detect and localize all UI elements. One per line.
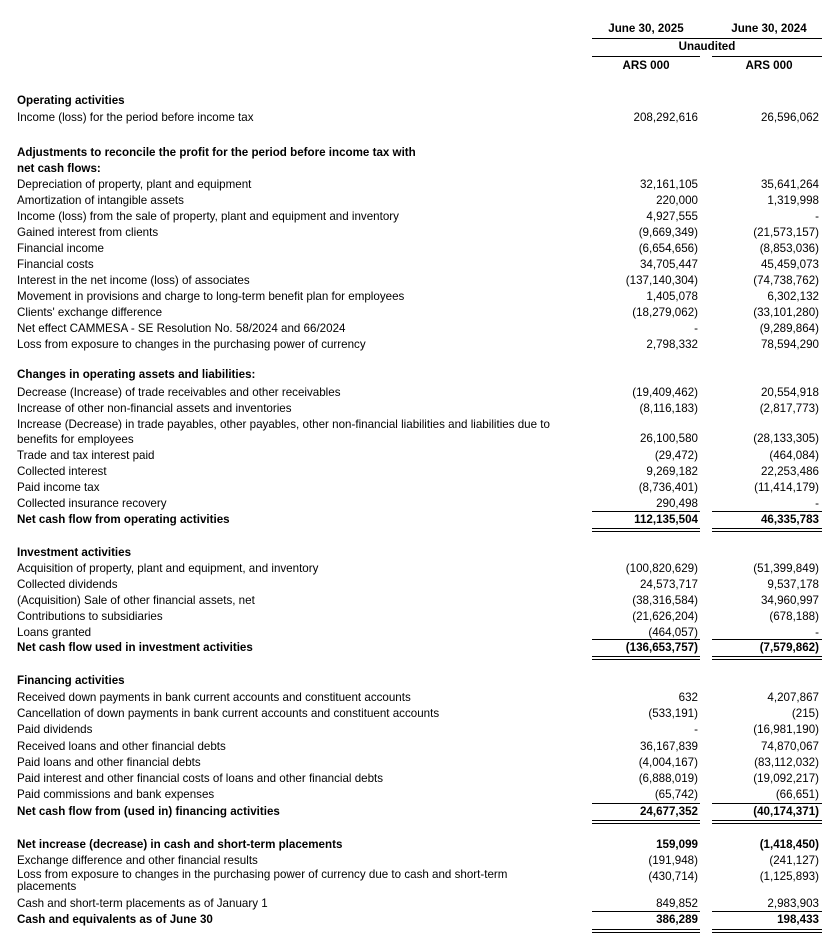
row-value-2025: 24,573,717 [639, 578, 698, 591]
row-value-2025: (136,653,757) [625, 641, 698, 654]
statement-row [0, 257, 837, 273]
row-value-2025: (6,888,019) [638, 772, 698, 785]
row-label: Adjustments to reconcile the profit for the period before income tax with [17, 146, 416, 159]
row-value-2025: 1,405,078 [646, 290, 698, 303]
total-rule [592, 803, 700, 804]
statement-row [0, 145, 837, 161]
row-label: Cash and short-term placements as of January 1 [17, 897, 268, 910]
row-value-2024: (11,414,179) [754, 481, 819, 494]
total-rule [712, 911, 822, 912]
statement-row [0, 739, 837, 755]
row-value-2025: - [694, 322, 698, 335]
row-label: Financing activities [17, 674, 125, 687]
row-label: Net cash flow used in investment activities [17, 641, 253, 654]
row-value-2024: 74,870,067 [760, 740, 819, 753]
row-label: Income (loss) for the period before income tax [17, 111, 254, 124]
row-label: Exchange difference and other financial results [17, 854, 258, 867]
col1-unit-header: ARS 000 [622, 59, 670, 72]
row-value-2024: 198,433 [777, 913, 819, 926]
row-label: Interest in the net income (loss) of associates [17, 274, 250, 287]
statement-row [0, 640, 837, 656]
statement-row [0, 401, 837, 417]
row-value-2025: 34,705,447 [639, 258, 698, 271]
row-label: Paid dividends [17, 723, 93, 736]
statement-row [0, 161, 837, 177]
statement-row [0, 577, 837, 593]
row-value-2024: 2,983,903 [767, 897, 819, 910]
total-rule [592, 911, 700, 912]
row-label: Collected interest [17, 465, 107, 478]
row-value-2025: (6,654,656) [638, 242, 698, 255]
statement-row [0, 241, 837, 257]
row-label: Cash and equivalents as of June 30 [17, 913, 213, 926]
statement-row [0, 480, 837, 496]
row-label: Trade and tax interest paid [17, 449, 155, 462]
total-rule [592, 511, 700, 512]
row-label: Net effect CAMMESA - SE Resolution No. 58/2024 and 66/2024 [17, 322, 346, 335]
row-label: Paid interest and other financial costs of loans and other financial debts [17, 772, 384, 785]
row-value-2024: - [815, 626, 819, 639]
statement-row [0, 321, 837, 337]
row-value-2025: (29,472) [654, 449, 698, 462]
row-value-2024: (678,188) [769, 610, 819, 623]
row-value-2025: (137,140,304) [625, 274, 698, 287]
statement-row [0, 177, 837, 193]
row-label: Paid commissions and bank expenses [17, 788, 215, 801]
row-value-2024: 26,596,062 [760, 111, 819, 124]
row-value-2024: (40,174,371) [753, 805, 819, 818]
row-label: Changes in operating assets and liabilities: [17, 368, 256, 381]
row-value-2024: (66,651) [775, 788, 819, 801]
statement-row [0, 869, 837, 899]
row-value-2024: (464,084) [769, 449, 819, 462]
row-label: net cash flows: [17, 162, 101, 175]
statement-row [0, 273, 837, 289]
row-value-2024: (33,101,280) [753, 306, 819, 319]
statement-row [0, 609, 837, 625]
row-value-2024: 46,335,783 [760, 513, 819, 526]
row-value-2025: 24,677,352 [639, 805, 698, 818]
row-value-2025: (533,191) [648, 707, 698, 720]
row-value-2024: (16,981,190) [753, 723, 819, 736]
statement-row [0, 673, 837, 689]
statement-row [0, 496, 837, 512]
row-value-2024: 1,319,998 [767, 194, 819, 207]
statement-row [0, 593, 837, 609]
row-label: Paid income tax [17, 481, 100, 494]
statement-row [0, 771, 837, 787]
total-rule [712, 656, 822, 660]
total-rule [592, 528, 700, 532]
row-value-2024: 4,207,867 [767, 691, 819, 704]
row-label: (Acquisition) Sale of other financial assets, net [17, 594, 255, 607]
row-value-2024: (2,817,773) [759, 402, 819, 415]
unaudited-rule-right [712, 56, 822, 57]
statement-row [0, 464, 837, 480]
row-value-2024: - [815, 497, 819, 510]
row-value-2025: (100,820,629) [625, 562, 698, 575]
col2-unit-header: ARS 000 [745, 59, 793, 72]
row-label: Decrease (Increase) of trade receivables and other receivables [17, 386, 341, 399]
row-label: Received down payments in bank current accounts and constituent accounts [17, 691, 411, 704]
row-value-2025: (8,116,183) [639, 402, 698, 415]
header-rule [592, 38, 822, 39]
row-value-2025: (191,948) [648, 854, 698, 867]
row-value-2025: (38,316,584) [632, 594, 698, 607]
row-value-2024: 35,641,264 [760, 178, 819, 191]
row-value-2024: 34,960,997 [760, 594, 819, 607]
row-label: Gained interest from clients [17, 226, 159, 239]
statement-row [0, 896, 837, 912]
row-value-2024: (1,125,893) [759, 870, 819, 883]
total-rule [592, 639, 700, 640]
row-value-2024: (1,418,450) [759, 838, 819, 851]
total-rule [712, 820, 822, 824]
row-value-2025: 36,167,839 [639, 740, 698, 753]
statement-row [0, 706, 837, 722]
row-label: Loans granted [17, 626, 92, 639]
row-label: Operating activities [17, 94, 125, 107]
statement-row [0, 545, 837, 561]
row-value-2025: 4,927,555 [646, 210, 698, 223]
row-value-2025: (4,004,167) [638, 756, 698, 769]
row-value-2024: (7,579,862) [759, 641, 819, 654]
statement-row [0, 93, 837, 109]
statement-row [0, 193, 837, 209]
row-value-2025: 220,000 [656, 194, 698, 207]
row-value-2024: (21,573,157) [753, 226, 819, 239]
row-value-2024: 22,253,486 [760, 465, 819, 478]
row-value-2025: (18,279,062) [632, 306, 698, 319]
row-value-2025: 9,269,182 [646, 465, 698, 478]
row-value-2024: (19,092,217) [753, 772, 819, 785]
row-value-2025: (430,714) [648, 870, 698, 883]
statement-row [0, 561, 837, 577]
row-value-2024: 20,554,918 [760, 386, 819, 399]
statement-row [0, 755, 837, 771]
row-value-2024: (241,127) [769, 854, 819, 867]
statement-row [0, 385, 837, 401]
col1-date-header: June 30, 2025 [608, 22, 684, 35]
total-rule [712, 929, 822, 933]
col2-date-header: June 30, 2024 [731, 22, 807, 35]
row-value-2025: 632 [678, 691, 698, 704]
row-label: Loss from exposure to changes in the purchasing power of currency due to cash and short-term placements [17, 868, 508, 893]
row-value-2025: - [694, 723, 698, 736]
row-value-2025: 849,852 [656, 897, 698, 910]
statement-row [0, 853, 837, 869]
row-value-2024: (9,289,864) [759, 322, 819, 335]
total-rule [712, 528, 822, 532]
row-value-2024: (28,133,305) [753, 432, 819, 445]
row-label: Amortization of intangible assets [17, 194, 184, 207]
row-label: Collected insurance recovery [17, 497, 167, 510]
row-value-2024: (215) [791, 707, 819, 720]
statement-row [0, 512, 837, 528]
statement-row [0, 305, 837, 321]
row-value-2025: 159,099 [656, 838, 698, 851]
row-value-2024: (74,738,762) [753, 274, 819, 287]
statement-row [0, 289, 837, 305]
row-value-2025: (8,736,401) [638, 481, 698, 494]
unaudited-rule-left [592, 56, 700, 57]
statement-row [0, 225, 837, 241]
row-value-2024: 9,537,178 [767, 578, 819, 591]
row-label: Clients' exchange difference [17, 306, 163, 319]
row-label: Acquisition of property, plant and equipment, and inventory [17, 562, 319, 575]
row-label: Contributions to subsidiaries [17, 610, 163, 623]
row-value-2024: (8,853,036) [759, 242, 819, 255]
statement-row [0, 690, 837, 706]
total-rule [712, 803, 822, 804]
statement-row [0, 209, 837, 225]
statement-row [0, 448, 837, 464]
row-label: Movement in provisions and charge to long-term benefit plan for employees [17, 290, 405, 303]
row-label: Net cash flow from operating activities [17, 513, 230, 526]
row-value-2025: 112,135,504 [634, 513, 698, 526]
row-value-2025: 290,498 [656, 497, 698, 510]
row-value-2024: 78,594,290 [760, 338, 819, 351]
row-value-2024: 45,459,073 [760, 258, 819, 271]
row-label: Cancellation of down payments in bank current accounts and constituent accounts [17, 707, 440, 720]
row-label: Collected dividends [17, 578, 118, 591]
row-value-2024: - [815, 210, 819, 223]
row-label: Loss from exposure to changes in the purchasing power of currency [17, 338, 366, 351]
statement-row [0, 804, 837, 820]
row-label: Income (loss) from the sale of property, plant and equipment and inventory [17, 210, 399, 223]
row-value-2025: (9,669,349) [638, 226, 698, 239]
row-label: Received loans and other financial debts [17, 740, 226, 753]
total-rule [592, 929, 700, 933]
row-value-2024: (51,399,849) [753, 562, 819, 575]
row-value-2025: 386,289 [656, 913, 698, 926]
statement-row [0, 110, 837, 126]
row-label: Depreciation of property, plant and equipment [17, 178, 252, 191]
unaudited-label: Unaudited [678, 40, 736, 53]
statement-row [0, 912, 837, 928]
row-label: Increase (Decrease) in trade payables, other payables, other non-financial liabilities and liabilities due to benefits for employees [17, 418, 550, 446]
statement-row [0, 787, 837, 803]
row-label: Increase of other non-financial assets and inventories [17, 402, 292, 415]
row-label: Investment activities [17, 546, 132, 559]
row-label: Paid loans and other financial debts [17, 756, 201, 769]
statement-row [0, 337, 837, 353]
statement-row [0, 417, 837, 447]
row-label: Financial costs [17, 258, 94, 271]
total-rule [712, 639, 822, 640]
statement-row [0, 722, 837, 738]
row-value-2025: 208,292,616 [633, 111, 698, 124]
row-value-2025: (21,626,204) [632, 610, 698, 623]
row-value-2025: 2,798,332 [646, 338, 698, 351]
row-value-2025: 26,100,580 [639, 432, 698, 445]
statement-row [0, 837, 837, 853]
row-value-2024: 6,302,132 [767, 290, 819, 303]
total-rule [592, 820, 700, 824]
row-value-2025: (464,057) [648, 626, 698, 639]
row-label: Financial income [17, 242, 104, 255]
total-rule [592, 656, 700, 660]
row-value-2025: (19,409,462) [632, 386, 698, 399]
row-label: Net cash flow from (used in) financing activities [17, 805, 280, 818]
row-value-2025: 32,161,105 [639, 178, 698, 191]
total-rule [712, 511, 822, 512]
row-label: Net increase (decrease) in cash and short-term placements [17, 838, 343, 851]
row-value-2024: (83,112,032) [754, 756, 819, 769]
statement-row [0, 367, 837, 383]
row-value-2025: (65,742) [654, 788, 698, 801]
